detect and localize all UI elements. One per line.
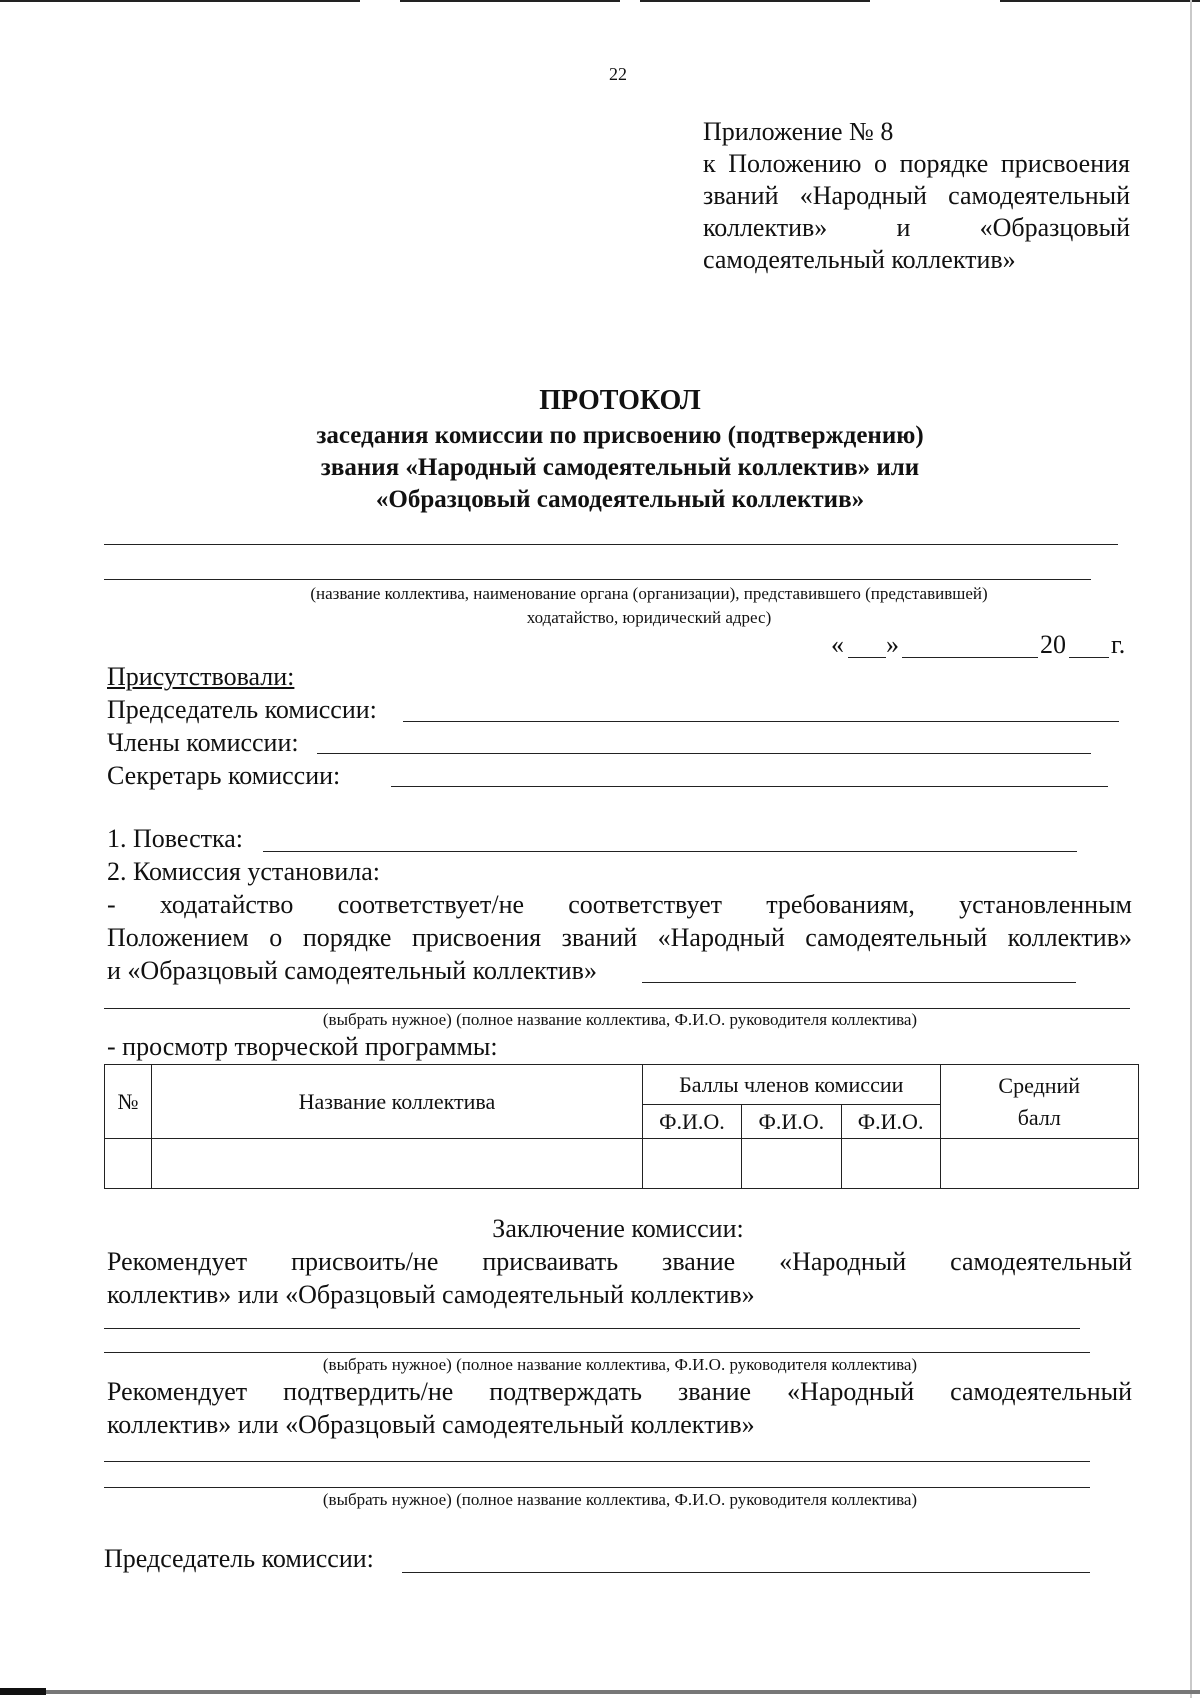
scan-edge-top-1 [0, 0, 360, 2]
secretary-field[interactable] [391, 786, 1108, 787]
finding-choose-note: (выбрать нужное) (полное название коллектива, Ф.И.О. руководителя коллектива) [322, 1010, 918, 1029]
table-header-name: Название коллектива [151, 1065, 642, 1139]
conclusion-assign-line-2: коллектив» или «Образцовый самодеятельный коллектив» [107, 1280, 755, 1309]
collective-note [104, 582, 1194, 630]
table-cell-fio-2[interactable] [741, 1139, 841, 1189]
table-header-average-line1: Средний [998, 1072, 1081, 1098]
finding-line-2: Положением о порядке присвоения званий «Народный самодеятельный коллектив» [107, 923, 1132, 952]
program-review-label: - просмотр творческой программы: [107, 1032, 498, 1061]
date-open-quote: « [831, 630, 844, 659]
assign-field-1[interactable] [104, 1328, 1080, 1329]
table-header-fio-2: Ф.И.О. [741, 1105, 841, 1139]
agenda-item-2: 2. Комиссия установила: [107, 857, 380, 886]
table-header-fio-1: Ф.И.О. [643, 1105, 742, 1139]
chairman-label: Председатель комиссии: [107, 695, 377, 724]
final-chairman-field[interactable] [402, 1572, 1090, 1573]
date-month-field[interactable] [902, 657, 1038, 658]
table-cell-fio-3[interactable] [841, 1139, 940, 1189]
scan-edge-top-2 [400, 0, 620, 2]
protocol-subtitle-line1: заседания комиссии по присвоению (подтверждению) [316, 422, 924, 449]
collective-fill-line-2[interactable] [104, 579, 1091, 580]
present-label: Присутствовали: [107, 662, 295, 691]
page-number: 22 [609, 64, 627, 84]
table-cell-name[interactable] [151, 1139, 642, 1189]
protocol-subtitle [100, 420, 1140, 516]
protocol-subtitle-line2: звания «Народный самодеятельный коллектив» или [320, 454, 920, 481]
collective-fill-line-1[interactable] [104, 544, 1118, 545]
scores-table [104, 1064, 1139, 1189]
finding-field-1[interactable] [642, 982, 1076, 983]
date-day-field[interactable] [848, 657, 886, 658]
scan-edge-top-3 [640, 0, 870, 2]
table-row [105, 1139, 1139, 1189]
table-cell-fio-1[interactable] [643, 1139, 742, 1189]
appendix-body: к Положению о порядке присвоения званий «Народный самодеятельный коллектив» и «Образцовый самодеятельный коллектив» [703, 149, 1130, 274]
table-cell-no[interactable] [105, 1139, 152, 1189]
conclusion-title: Заключение комиссии: [492, 1214, 744, 1243]
secretary-label: Секретарь комиссии: [107, 761, 341, 790]
appendix-title: Приложение № 8 [703, 117, 894, 146]
finding-line-1: - ходатайство соответствует/не соответствует требованиям, установленным [107, 890, 1132, 919]
appendix-block [703, 116, 1130, 276]
conclusion-confirm-line-2: коллектив» или «Образцовый самодеятельный коллектив» [107, 1410, 755, 1439]
members-field[interactable] [317, 753, 1091, 754]
confirm-field-1[interactable] [104, 1461, 1090, 1462]
protocol-subtitle-line3: «Образцовый самодеятельный коллектив» [375, 486, 865, 513]
table-header-average [940, 1065, 1138, 1139]
chairman-field[interactable] [403, 721, 1119, 722]
assign-choose-note: (выбрать нужное) (полное название коллектива, Ф.И.О. руководителя коллектива) [322, 1355, 918, 1374]
collective-note-line2: ходатайство, юридический адрес) [526, 608, 772, 627]
finding-line-3: и «Образцовый самодеятельный коллектив» [107, 956, 597, 985]
table-header-scores: Баллы членов комиссии [643, 1065, 941, 1105]
confirm-choose-note: (выбрать нужное) (полное название коллектива, Ф.И.О. руководителя коллектива) [322, 1490, 918, 1509]
agenda-item-1: 1. Повестка: [107, 824, 243, 853]
conclusion-assign-line-1: Рекомендует присвоить/не присваивать звание «Народный самодеятельный [107, 1247, 1132, 1276]
date-year-field[interactable] [1069, 657, 1109, 658]
scan-edge-right [1190, 0, 1192, 1698]
members-label: Члены комиссии: [107, 728, 299, 757]
table-cell-average[interactable] [940, 1139, 1138, 1189]
agenda-field[interactable] [263, 851, 1077, 852]
date-year-suffix: г. [1111, 630, 1126, 659]
date-year-prefix: 20 [1040, 630, 1066, 659]
scan-edge-top-4 [1000, 0, 1200, 2]
table-header-fio-3: Ф.И.О. [841, 1105, 940, 1139]
conclusion-confirm-line-1: Рекомендует подтвердить/не подтверждать звание «Народный самодеятельный [107, 1377, 1132, 1406]
scan-edge-bottom-mark [0, 1688, 46, 1695]
date-close-quote: » [886, 630, 899, 659]
scan-edge-bottom [0, 1690, 1200, 1694]
table-header-average-line2: балл [1017, 1104, 1061, 1130]
collective-note-line1: (название коллектива, наименование органа (организации), представившего (представившей) [310, 584, 988, 603]
protocol-title: ПРОТОКОЛ [539, 385, 701, 416]
final-chairman-label: Председатель комиссии: [104, 1544, 374, 1573]
table-header-no: № [105, 1065, 152, 1139]
